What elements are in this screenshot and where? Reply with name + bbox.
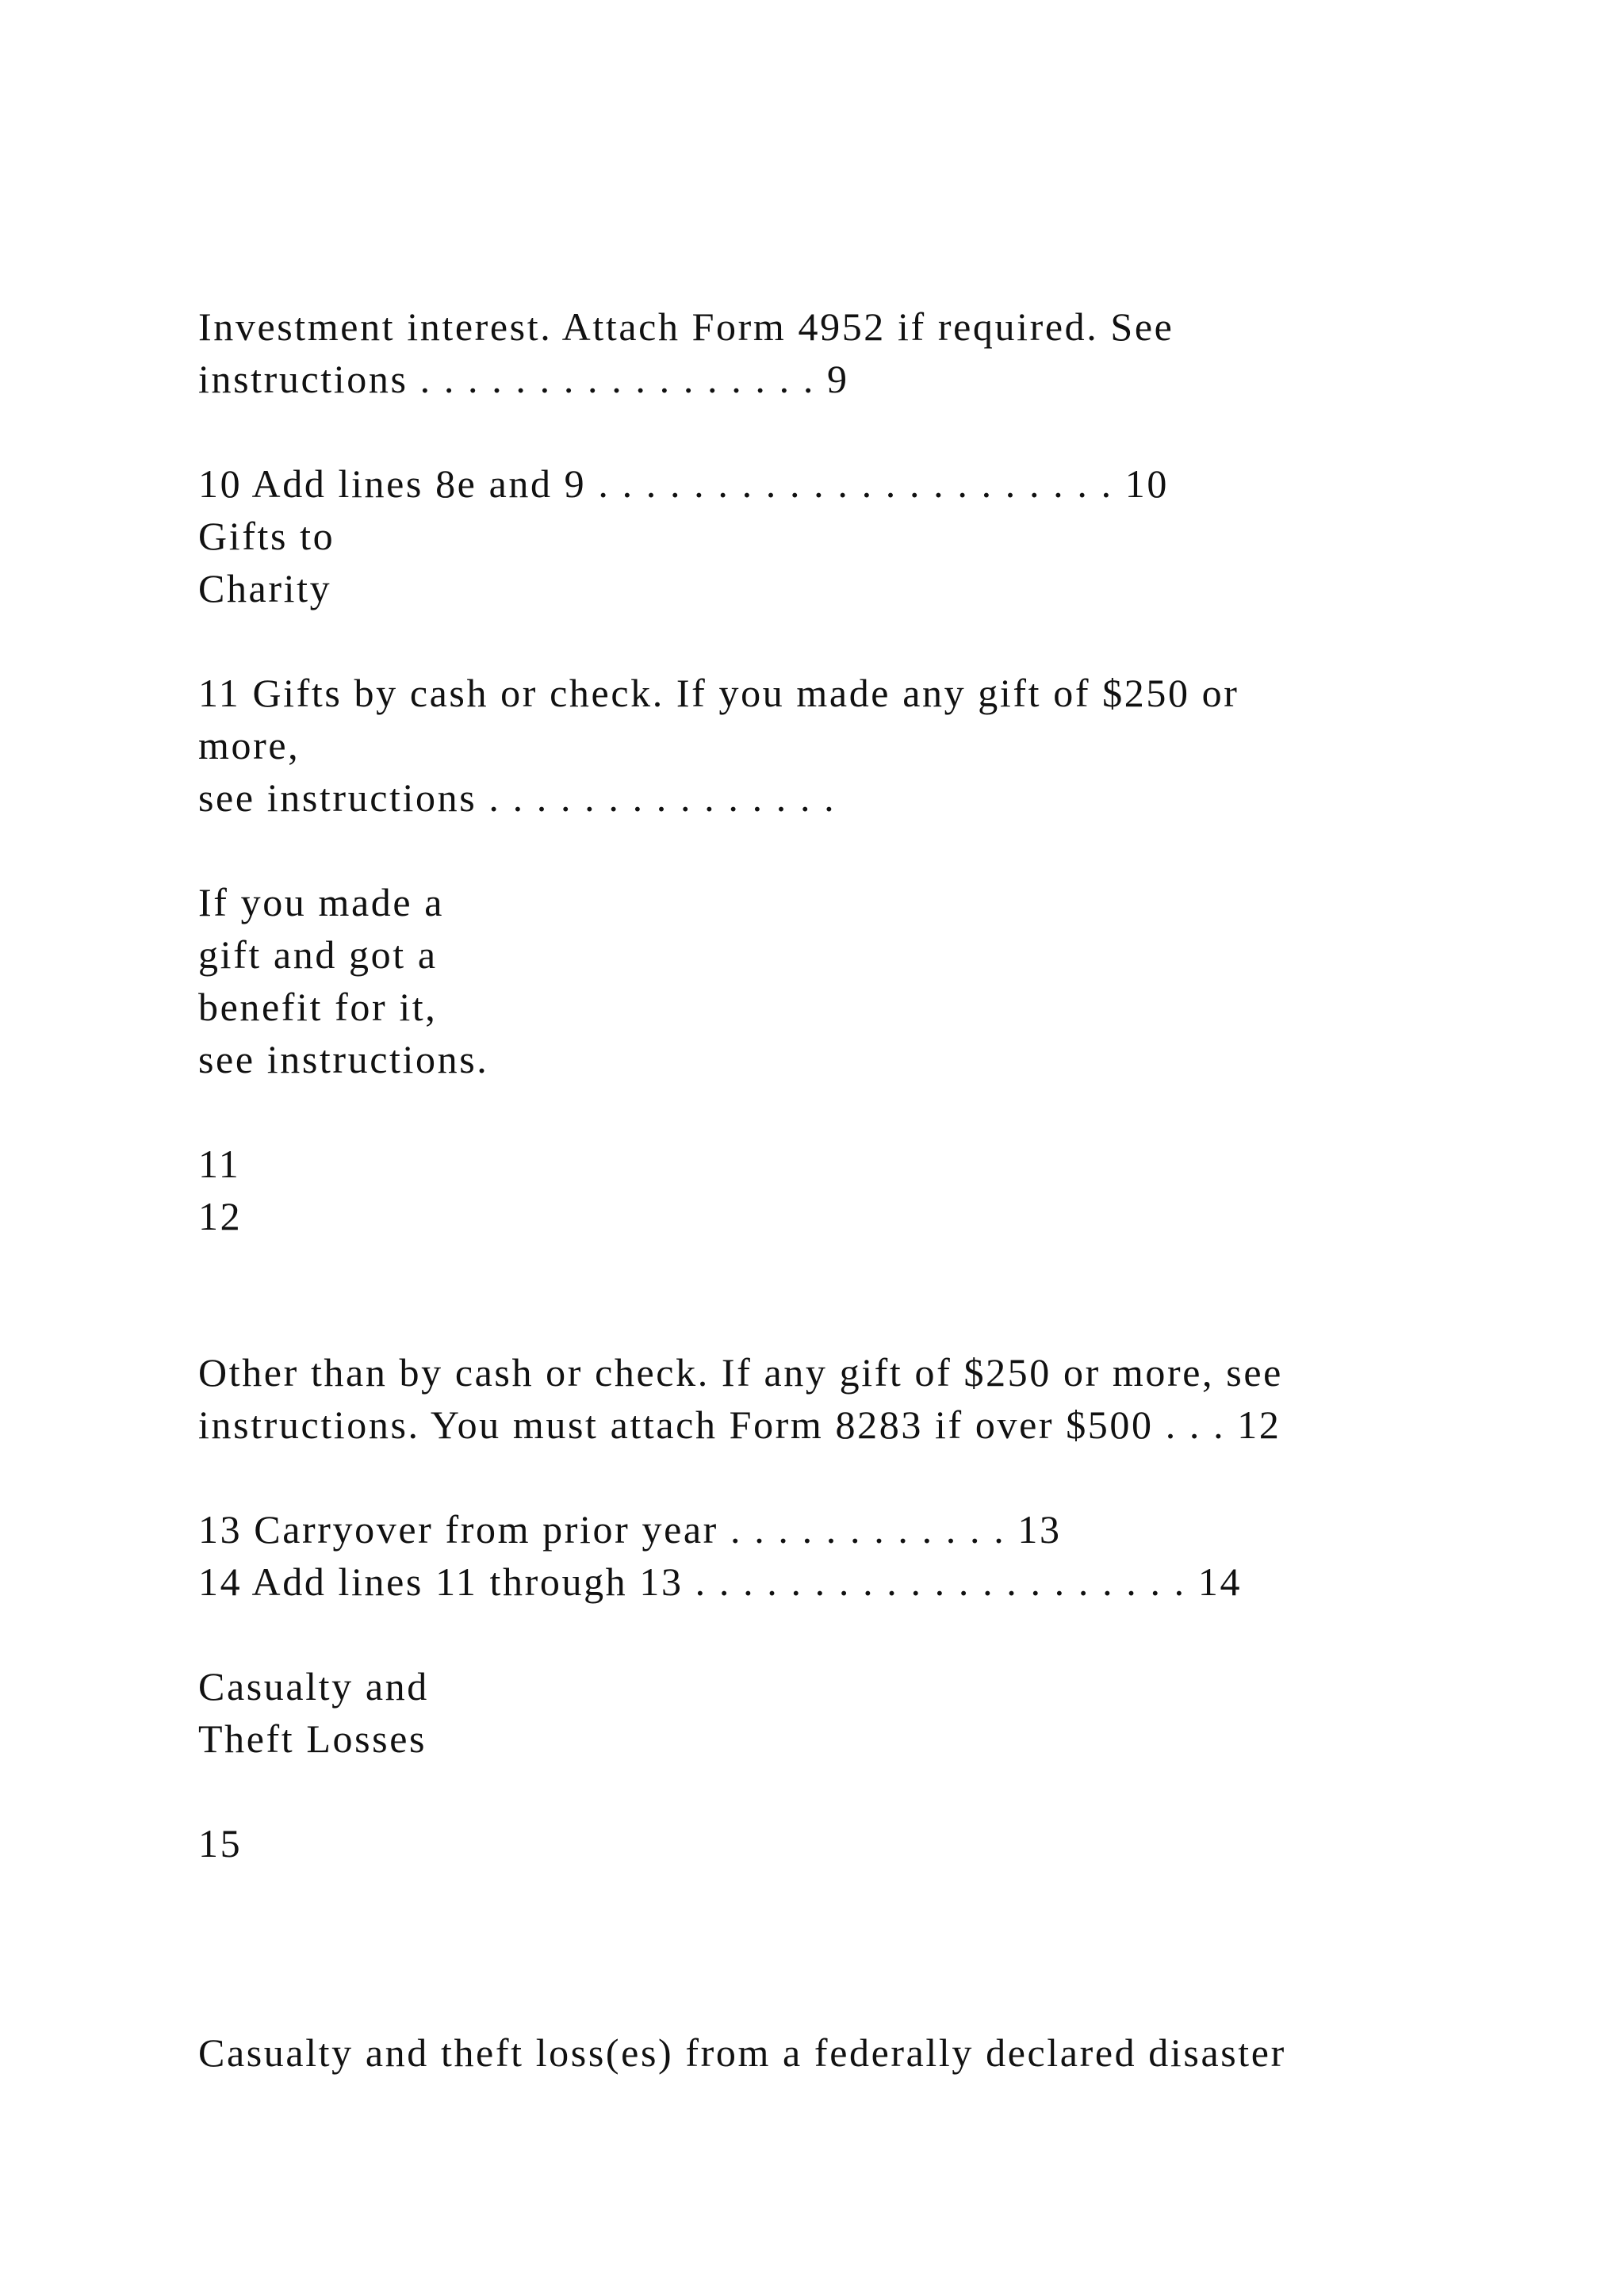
- benefit-note-line-3: benefit for it,: [198, 985, 438, 1029]
- section-heading-theft-losses: Theft Losses: [198, 1716, 427, 1761]
- line-14-text: 14 Add lines 11 through 13 . . . . . . . . . . . . . . . . . . . . . 14: [198, 1559, 1243, 1604]
- line-13-text: 13 Carryover from prior year . . . . . . . . . . . . 13: [198, 1507, 1062, 1552]
- line-number-11: 11: [198, 1142, 241, 1186]
- investment-interest-line-9: instructions . . . . . . . . . . . . . . . . . 9: [198, 357, 849, 401]
- line-11-instructions: see instructions . . . . . . . . . . . . . . .: [198, 775, 837, 820]
- line-10-text: 10 Add lines 8e and 9 . . . . . . . . . . . . . . . . . . . . . . 10: [198, 461, 1169, 506]
- benefit-note-line-2: gift and got a: [198, 932, 438, 977]
- line-11-text: 11 Gifts by cash or check. If you made any gift of $250 or: [198, 671, 1239, 715]
- line-15-text: Casualty and theft loss(es) from a federally declared disaster: [198, 2030, 1286, 2075]
- line-11-text-cont: more,: [198, 723, 301, 767]
- line-number-12: 12: [198, 1194, 243, 1238]
- line-12-text: Other than by cash or check. If any gift of $250 or more, see: [198, 1350, 1283, 1395]
- section-heading-charity: Charity: [198, 566, 332, 610]
- investment-interest-text: Investment interest. Attach Form 4952 if required. See: [198, 304, 1174, 349]
- section-heading-gifts: Gifts to: [198, 514, 335, 558]
- line-12-text-cont: instructions. You must attach Form 8283 if over $500 . . . 12: [198, 1402, 1281, 1447]
- benefit-note-line-4: see instructions.: [198, 1037, 489, 1081]
- benefit-note-line-1: If you made a: [198, 880, 445, 924]
- section-heading-casualty: Casualty and: [198, 1664, 429, 1709]
- line-number-15: 15: [198, 1821, 243, 1866]
